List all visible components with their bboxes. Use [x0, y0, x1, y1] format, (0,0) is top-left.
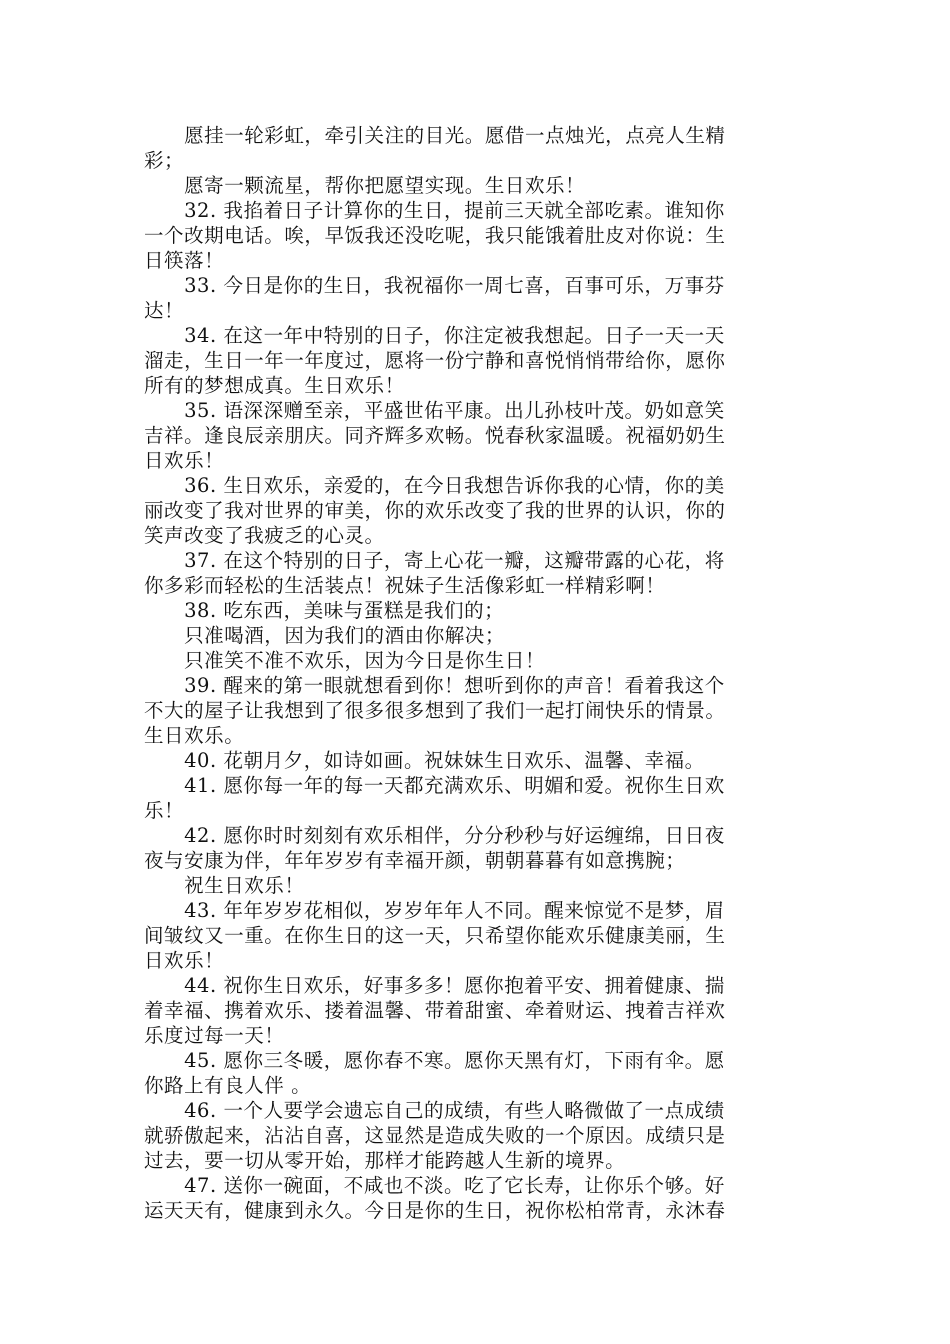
- text-line: 达！: [144, 299, 185, 322]
- text-line: 你路上有良人伴 。: [144, 1074, 312, 1097]
- text-line: 32. 我掐着日子计算你的生日，提前三天就全部吃素。谁知你: [144, 199, 725, 222]
- text-line: 你多彩而轻松的生活装点！祝妹子生活像彩虹一样精彩啊！: [144, 574, 666, 597]
- text-line: 38. 吃东西，美味与蛋糕是我们的；: [144, 599, 505, 622]
- text-line: 溜走，生日一年一年度过，愿将一份宁静和喜悦悄悄带给你，愿你: [144, 349, 726, 372]
- text-line: 44. 祝你生日欢乐，好事多多！愿你抱着平安、拥着健康、揣: [144, 974, 725, 997]
- text-line: 生日欢乐。: [144, 724, 245, 747]
- text-line: 42. 愿你时时刻刻有欢乐相伴，分分秒秒与好运缠绵，日日夜: [144, 824, 725, 847]
- text-line: 40. 花朝月夕，如诗如画。祝妹妹生日欢乐、温馨、幸福。: [144, 749, 705, 772]
- text-line: 乐度过每一天！: [144, 1024, 285, 1047]
- text-line: 33. 今日是你的生日，我祝福你一周七喜，百事可乐，万事芬: [144, 274, 725, 297]
- text-line: 不大的屋子让我想到了很多很多想到了我们一起打闹快乐的情景。: [144, 699, 726, 722]
- text-line: 丽改变了我对世界的审美，你的欢乐改变了我的世界的认识，你的: [144, 499, 726, 522]
- text-line: 愿挂一轮彩虹，牵引关注的目光。愿借一点烛光，点亮人生精: [144, 124, 726, 147]
- text-line: 愿寄一颗流星，帮你把愿望实现。生日欢乐！: [144, 174, 586, 197]
- text-line: 笑声改变了我疲乏的心灵。: [144, 524, 385, 547]
- text-line: 35. 语深深赠至亲，平盛世佑平康。出儿孙枝叶茂。奶如意笑: [144, 399, 725, 422]
- text-line: 乐！: [144, 799, 185, 822]
- text-line: 就骄傲起来，沾沾自喜，这显然是造成失败的一个原因。成绩只是: [144, 1124, 726, 1147]
- text-line: 所有的梦想成真。生日欢乐！: [144, 374, 405, 397]
- text-line: 日欢乐！: [144, 449, 225, 472]
- text-line: 37. 在这个特别的日子，寄上心花一瓣，这瓣带露的心花，将: [144, 549, 725, 572]
- text-line: 34. 在这一年中特别的日子，你注定被我想起。日子一天一天: [144, 324, 725, 347]
- text-line: 祝生日欢乐！: [144, 874, 305, 897]
- text-line: 过去，要一切从零开始，那样才能跨越人生新的境界。: [144, 1149, 626, 1172]
- text-line: 36. 生日欢乐，亲爱的，在今日我想告诉你我的心情，你的美: [144, 474, 725, 497]
- text-line: 41. 愿你每一年的每一天都充满欢乐、明媚和爱。祝你生日欢: [144, 774, 725, 797]
- text-line: 日欢乐！: [144, 949, 225, 972]
- text-line: 运天天有，健康到永久。今日是你的生日，祝你松柏常青，永沐春: [144, 1199, 726, 1222]
- text-line: 46. 一个人要学会遗忘自己的成绩，有些人略微做了一点成绩: [144, 1099, 725, 1122]
- text-line: 只准笑不准不欢乐，因为今日是你生日！: [144, 649, 546, 672]
- text-line: 一个改期电话。唉，早饭我还没吃呢，我只能饿着肚皮对你说：生: [144, 224, 726, 247]
- text-line: 着幸福、携着欢乐、搂着温馨、带着甜蜜、牵着财运、拽着吉祥欢: [144, 999, 726, 1022]
- text-line: 只准喝酒，因为我们的酒由你解决；: [144, 624, 505, 647]
- text-line: 45. 愿你三冬暖，愿你春不寒。愿你天黑有灯，下雨有伞。愿: [144, 1049, 725, 1072]
- text-line: 间皱纹又一重。在你生日的这一天，只希望你能欢乐健康美丽，生: [144, 924, 726, 947]
- text-line: 彩；: [144, 149, 185, 172]
- text-line: 日筷落！: [144, 249, 225, 272]
- text-line: 吉祥。逢良辰亲朋庆。同齐辉多欢畅。悦春秋家温暖。祝福奶奶生: [144, 424, 726, 447]
- text-line: 47. 送你一碗面，不咸也不淡。吃了它长寿，让你乐个够。好: [144, 1174, 725, 1197]
- text-line: 39. 醒来的第一眼就想看到你！想听到你的声音！看着我这个: [144, 674, 725, 697]
- text-line: 夜与安康为伴，年年岁岁有幸福开颜，朝朝暮暮有如意携腕；: [144, 849, 686, 872]
- text-line: 43. 年年岁岁花相似，岁岁年年人不同。醒来惊觉不是梦，眉: [144, 899, 725, 922]
